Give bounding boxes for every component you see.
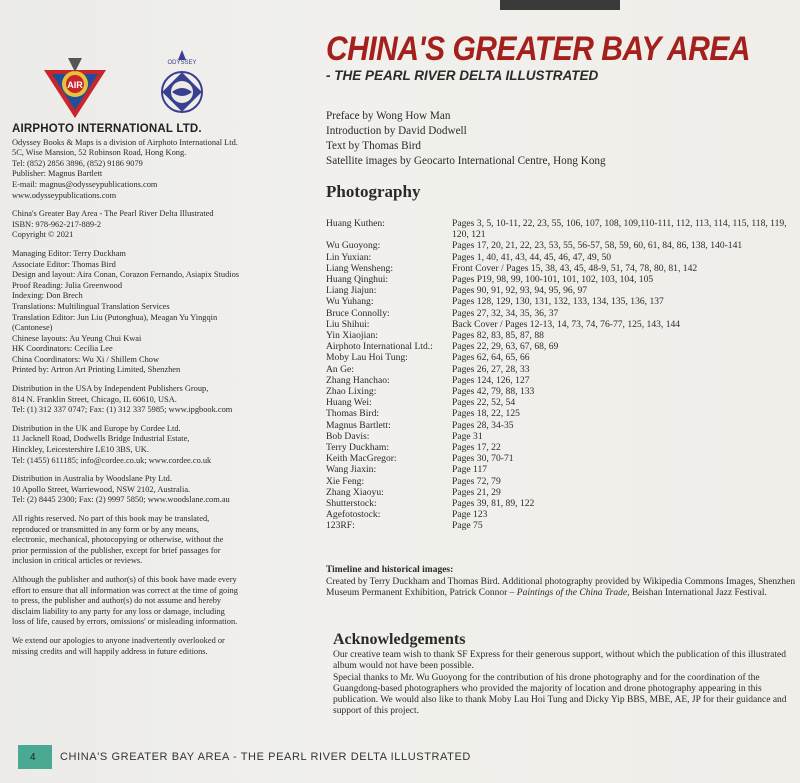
photographer-name: Moby Lau Hoi Tung: [326, 352, 408, 364]
photographer-name: Wu Yuhang: [326, 296, 374, 308]
photographer-pages: Page 75 [452, 520, 483, 532]
apology-line: missing credits and will happily address in future editions. [12, 646, 208, 656]
disclaimer-line: to press, the publisher and author(s) do not assume and hereby [12, 596, 222, 606]
book-title: CHINA'S GREATER BAY AREA [326, 30, 751, 68]
photographer-row [326, 330, 796, 341]
photographer-row [326, 408, 796, 419]
photographer-row [326, 386, 796, 397]
rights-line: prior permission of the publisher, except for brief passages for [12, 545, 221, 555]
photographer-pages: Pages 17, 20, 21, 22, 23, 53, 55, 56-57, 58, 59, 60, 61, 84, 86, 138, 140-141 [452, 240, 743, 252]
photographer-pages: Front Cover / Pages 15, 38, 43, 45, 48-9, 51, 74, 78, 80, 81, 142 [452, 262, 698, 274]
photographer-row [326, 240, 796, 251]
staff-line: China Coordinators: Wu Xi / Shillem Chow [12, 354, 159, 364]
dist-line: Tel: (1455) 611185; info@cordee.co.uk; www.cordee.co.uk [12, 455, 212, 465]
photographer-name: An Ge: [326, 363, 354, 375]
photographer-row [326, 252, 796, 263]
photographer-pages: Page 117 [452, 464, 488, 476]
photographer-name: Zhang Hanchao: [326, 374, 390, 386]
photographer-name: Lin Yuxian: [326, 251, 372, 263]
staff-line: Printed by: Artron Art Printing Limited, Shenzhen [12, 365, 181, 375]
photographer-name: Magnus Bartlett: [326, 419, 391, 431]
photographer-row [326, 464, 796, 475]
photographer-row [326, 341, 796, 352]
photographer-pages: Pages 62, 64, 65, 66 [452, 352, 530, 364]
photographer-name: Wu Guoyong: [326, 240, 381, 252]
dist-line: Distribution in the UK and Europe by Cordee Ltd. [12, 423, 181, 433]
disclaimer-line: Although the publisher and author(s) of this book have made every [12, 574, 237, 584]
disclaimer-line: effort to ensure that all information was correct at the time of going [12, 585, 238, 595]
company-line: 5C, Wise Mansion, 52 Robinson Road, Hong Kong. [12, 148, 187, 158]
dist-line: Distribution in the USA by Independent Publishers Group, [12, 384, 209, 394]
rights-line: All rights reserved. No part of this book may be translated, [12, 514, 210, 523]
photographer-pages: Page 123 [452, 509, 488, 521]
rights-line: electronic, mechanical, photocopying or otherwise, without the [12, 535, 224, 545]
credit-line: Text by Thomas Bird [326, 140, 422, 152]
photographer-row [326, 487, 796, 498]
disclaimer [12, 575, 290, 628]
distribution-uk [12, 424, 290, 466]
title-column [326, 30, 796, 201]
company-details [12, 138, 290, 202]
photographer-pages: Pages 27, 32, 34, 35, 36, 37 [452, 307, 559, 319]
photographer-pages: Pages 26, 27, 28, 33 [452, 363, 530, 375]
top-edge-bar [500, 0, 620, 10]
staff-line: (Cantonese) [12, 323, 53, 333]
timeline-text-part: Created by Terry Duckham and Thomas Bird. Additional photography provided by Wikipedia Commons Images, Shenzhen Museum Permanent Exhibition, Patrick Connor – [326, 576, 796, 598]
photographer-row [326, 308, 796, 319]
staff-credits [12, 249, 290, 376]
company-line: www.odysseypublications.com [12, 190, 117, 200]
company-name: AIRPHOTO INTERNATIONAL LTD. [12, 123, 202, 135]
page-number: 4 [18, 745, 52, 769]
photographer-pages: Pages 90, 91, 92, 93, 94, 95, 96, 97 [452, 285, 588, 297]
photographer-name: Huang Qinghui: [326, 274, 389, 286]
acknowledgements-section [333, 630, 788, 718]
photographer-row [326, 442, 796, 453]
ack-paragraph: Our creative team wish to thank SF Express for their generous support, without which the publication of this illustrated album would not have been possible. [333, 650, 787, 672]
photographer-pages: Page 31 [452, 430, 483, 442]
photographer-name: Shutterstock: [326, 498, 377, 510]
photographer-row [326, 218, 796, 240]
photographer-pages: Pages 39, 81, 89, 122 [452, 498, 535, 510]
photographer-row [326, 352, 796, 363]
photographer-name: Zhang Xiaoyu: [326, 486, 384, 498]
photographer-pages: Pages 22, 29, 63, 67, 68, 69 [452, 341, 559, 353]
staff-line: Design and layout: Aira Conan, Corazon Fernando, Asiapix Studios [12, 270, 240, 280]
timeline-section [326, 565, 796, 600]
photographer-pages: Pages 21, 29 [452, 486, 501, 498]
photographer-pages: Pages 28, 34-35 [452, 419, 514, 431]
photographer-row [326, 453, 796, 464]
photographer-name: Liu Shihui: [326, 318, 370, 330]
photographer-name: Keith MacGregor: [326, 453, 397, 465]
photographer-pages: Pages 18, 22, 125 [452, 408, 520, 420]
staff-line: Indexing: Don Brech [12, 291, 83, 301]
timeline-text [326, 577, 796, 600]
staff-line: Chinese layouts: Au Yeung Chui Kwai [12, 333, 142, 343]
dist-line: 814 N. Franklin Street, Chicago, IL 60610, USA. [12, 394, 177, 404]
distribution-usa [12, 384, 290, 416]
photographer-row [326, 420, 796, 431]
photographer-name: Terry Duckham: [326, 442, 389, 454]
photographer-name: Huang Wei: [326, 397, 372, 409]
book-info [12, 209, 290, 241]
photographer-row [326, 431, 796, 442]
photographer-pages: Pages 3, 5, 10-11, 22, 23, 55, 106, 107, 108, 109,110-111, 112, 113, 114, 115, 118, 119, 120, 121 [452, 218, 787, 241]
photographer-name: Thomas Bird: [326, 408, 380, 420]
photographer-pages: Pages 1, 40, 41, 43, 44, 45, 46, 47, 49, 50 [452, 251, 612, 263]
rights-line: inclusion in critical articles or reviews. [12, 556, 143, 566]
dist-line: Tel: (1) 312 337 0747; Fax: (1) 312 337 5985; www.ipgbook.com [12, 405, 233, 415]
photographer-name: Airphoto International Ltd.: [326, 341, 433, 353]
staff-line: Translation Editor: Jun Liu (Putonghua), Meagan Yu Yingqin [12, 312, 218, 322]
dist-line: Distribution in Australia by Woodslane Pty Ltd. [12, 474, 172, 484]
company-line: Tel: (852) 2856 3896, (852) 9186 9079 [12, 158, 143, 168]
photography-list [326, 218, 796, 532]
photographer-name: Liang Wensheng: [326, 262, 393, 274]
dist-line: Tel: (2) 8445 2300; Fax: (2) 9997 5850; www.woodslane.com.au [12, 495, 230, 505]
ack-paragraph: Special thanks to Mr. Wu Guoyong for the contribution of his drone photography and for the coordination of the Guangdong-based photographers who provided the majority of location and drone photography appearing in this publication. We would also like to thank Moby Lau Hoi Tung and Dicky Yip BBS, MBE, AE, JP for their guidance and support of this project. [333, 672, 787, 717]
staff-line: Translations: Multilingual Translation Services [12, 301, 170, 311]
photographer-pages: Back Cover / Pages 12-13, 14, 73, 74, 76-77, 125, 143, 144 [452, 318, 681, 330]
credit-line: Satellite images by Geocarto International Centre, Hong Kong [326, 155, 606, 167]
distribution-australia [12, 474, 290, 506]
credit-line: Introduction by David Dodwell [326, 125, 467, 137]
book-line: China's Greater Bay Area - The Pearl River Delta Illustrated [12, 209, 214, 219]
apology-line: We extend our apologies to anyone inadvertently overlooked or [12, 635, 225, 645]
photographer-pages: Pages 82, 83, 85, 87, 88 [452, 330, 544, 342]
photographer-pages: Pages P19, 98, 99, 100-101, 101, 102, 103, 104, 105 [452, 274, 654, 286]
photographer-row [326, 375, 796, 386]
staff-line: Managing Editor: Terry Duckham [12, 248, 126, 258]
odyssey-logo-text: ODYSSEY [167, 60, 197, 66]
photographer-pages: Pages 124, 126, 127 [452, 374, 530, 386]
dist-line: 11 Jacknell Road, Dodwells Bridge Industrial Estate, [12, 434, 190, 444]
photographer-pages: Pages 30, 70-71 [452, 453, 514, 465]
apology [12, 636, 290, 657]
photographer-pages: Pages 17, 22 [452, 442, 501, 454]
company-line: Odyssey Books & Maps is a division of Airphoto International Ltd. [12, 137, 238, 147]
photographer-row [326, 274, 796, 285]
photographer-name: Huang Kuthen: [326, 218, 385, 229]
credit-line: Preface by Wong How Man [326, 110, 451, 122]
photographer-name: Bob Davis: [326, 430, 370, 442]
disclaimer-line: disclaim liability to any party for any loss or damage, including [12, 606, 225, 616]
book-subtitle: - THE PEARL RIVER DELTA ILLUSTRATED [326, 68, 599, 83]
rights-notice [12, 514, 290, 567]
dist-line: 10 Apollo Street, Warriewood, NSW 2102, Australia. [12, 484, 191, 494]
book-line: ISBN: 978-962-217-889-2 [12, 219, 102, 229]
acknowledgements-heading: Acknowledgements [333, 631, 466, 648]
photographer-name: Xie Feng: [326, 475, 365, 487]
photographer-pages: Pages 72, 79 [452, 475, 501, 487]
staff-line: Proof Reading: Julia Greenwood [12, 280, 123, 290]
timeline-italic-title: Paintings of the China Trade [516, 588, 628, 598]
imprint-column [12, 124, 290, 665]
photographer-pages: Pages 22, 52, 54 [452, 397, 516, 409]
photographer-row [326, 296, 796, 307]
photographer-name: Liang Jiajun: [326, 285, 377, 297]
odyssey-logo [142, 48, 222, 118]
disclaimer-line: loss of life, caused by errors, omissions' or misleading information. [12, 617, 238, 627]
photographer-row [326, 285, 796, 296]
photographer-name: Yin Xiaojian: [326, 330, 378, 342]
page-footer [18, 745, 578, 769]
staff-line: Associate Editor: Thomas Bird [12, 259, 116, 269]
photographer-row [326, 476, 796, 487]
company-line: Publisher: Magnus Bartlett [12, 169, 103, 179]
photographer-row [326, 319, 796, 330]
air-logo-text: AIR [67, 80, 83, 90]
photographer-row [326, 397, 796, 408]
photographer-name: Agefotostock: [326, 509, 381, 521]
author-credits [326, 109, 796, 169]
photography-heading: Photography [326, 182, 421, 201]
photographer-row [326, 520, 796, 531]
photographer-name: Zhao Lixing: [326, 386, 377, 398]
book-line: Copyright © 2021 [12, 230, 74, 240]
photographer-row [326, 509, 796, 520]
staff-line: HK Coordinators: Cecilia Lee [12, 344, 113, 354]
photographer-pages: Pages 128, 129, 130, 131, 132, 133, 134, 135, 136, 137 [452, 296, 664, 308]
running-title: CHINA'S GREATER BAY AREA - THE PEARL RIVER DELTA ILLUSTRATED [60, 751, 471, 763]
photographer-row [326, 263, 796, 274]
photographer-pages: Pages 42, 79, 88, 133 [452, 386, 535, 398]
timeline-text-part: , Beishan International Jazz Festival. [627, 588, 767, 598]
photographer-name: Bruce Connolly: [326, 307, 390, 319]
photographer-row [326, 364, 796, 375]
timeline-heading: Timeline and historical images: [326, 565, 454, 575]
rights-line: reproduced or transmitted in any form or by any means, [12, 524, 199, 534]
photographer-row [326, 498, 796, 509]
company-line: E-mail: magnus@odysseypublications.com [12, 179, 158, 189]
photographer-name: Wang Jiaxin: [326, 464, 377, 476]
photographer-name: 123RF: [326, 520, 355, 532]
dist-line: Hinckley, Leicestershire LE10 3BS, UK. [12, 445, 149, 455]
